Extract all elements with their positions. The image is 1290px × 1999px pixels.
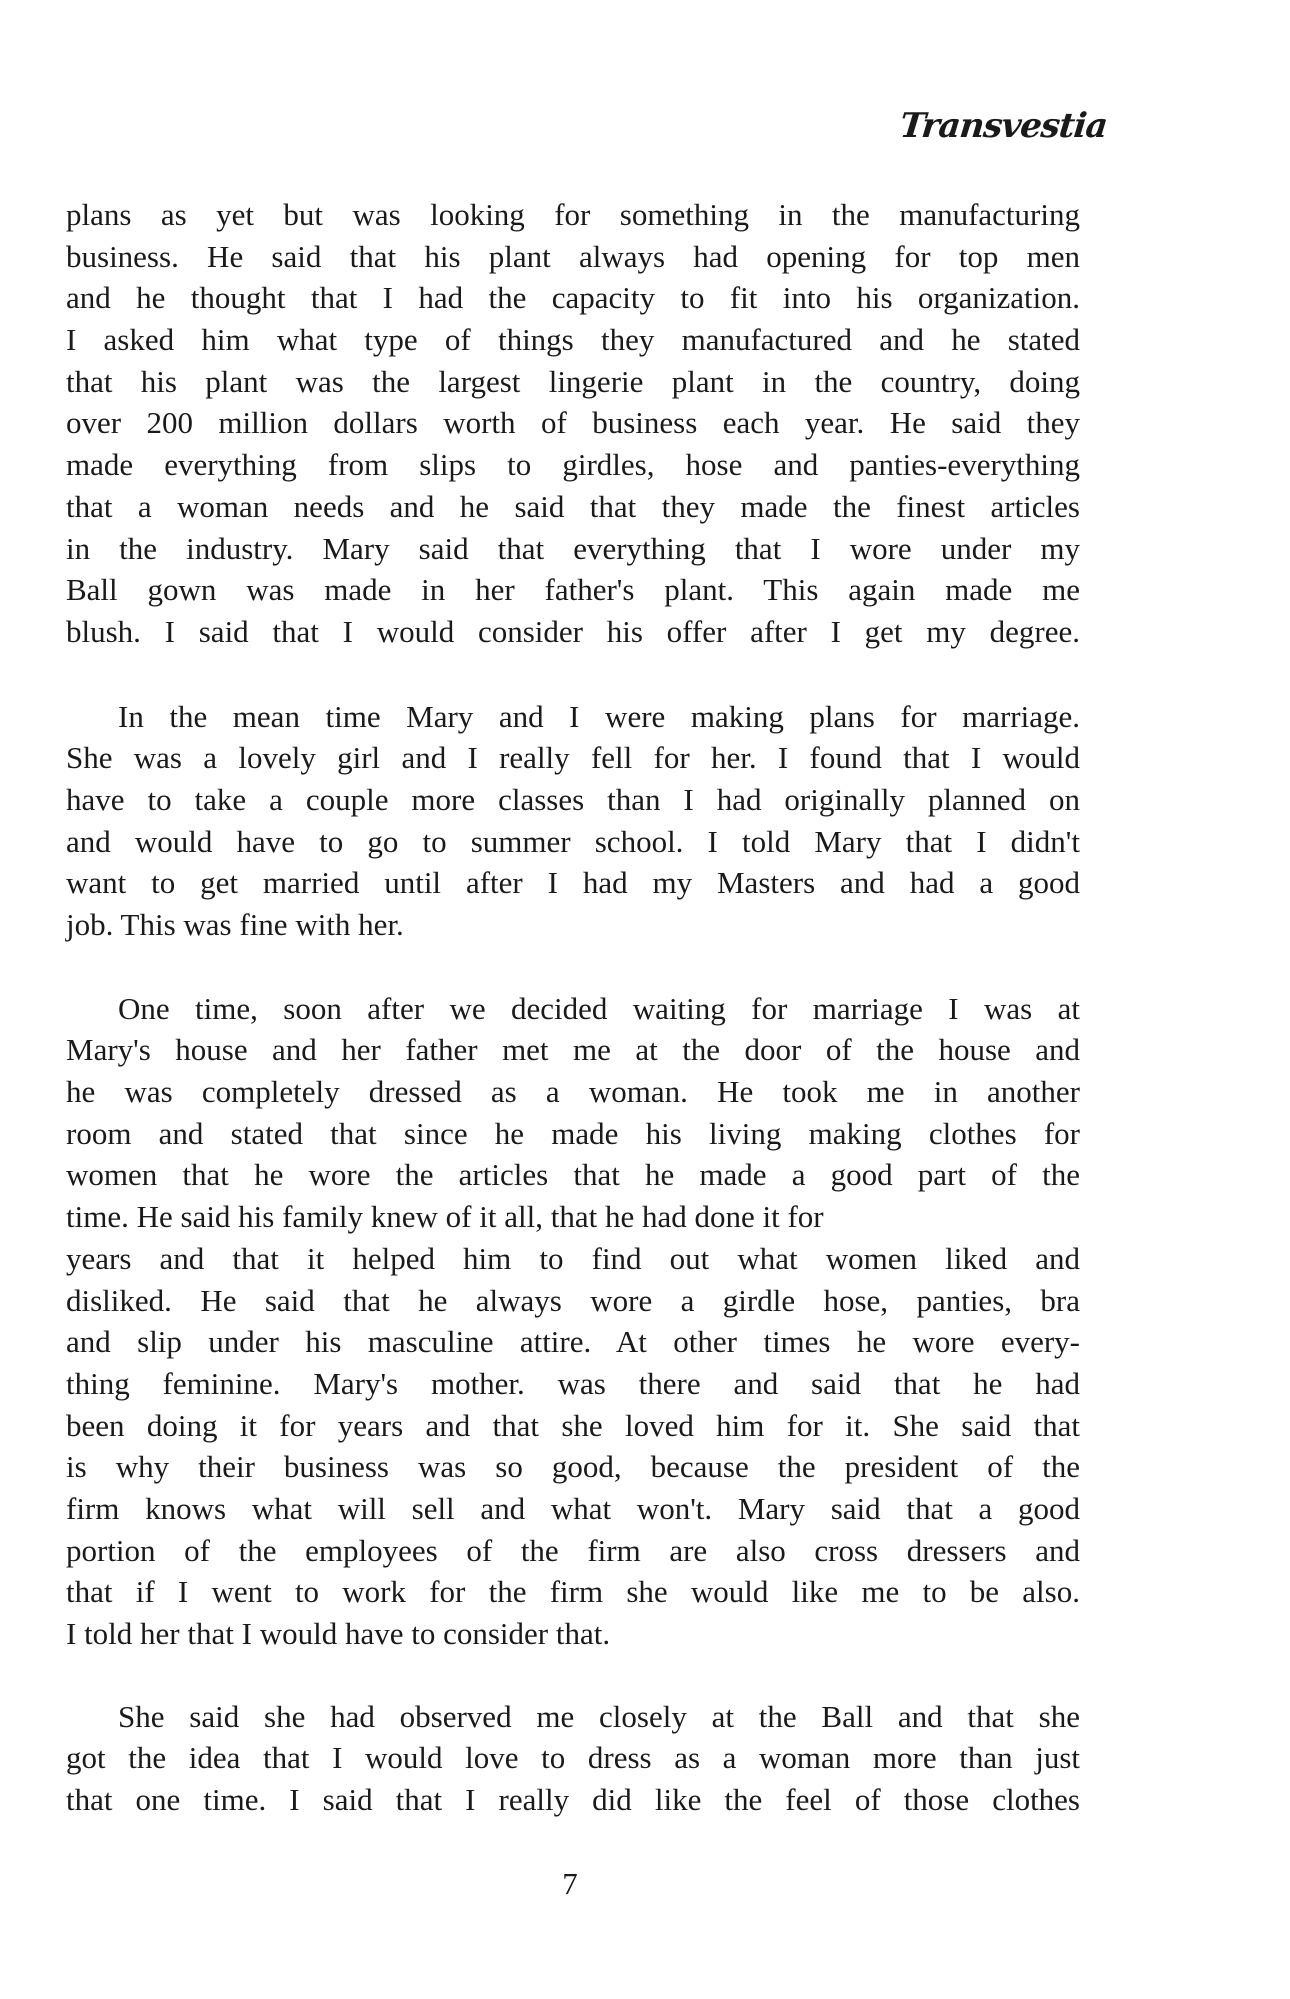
text-line: that if I went to work for the firm she would like me to be also. [66, 1574, 1080, 1610]
text-line: blush. I said that I would consider his offer after I get my degree. [66, 613, 1080, 649]
text-line: room and stated that since he made his living making clothes for [66, 1115, 1080, 1151]
text-line: over 200 million dollars worth of business each year. He said they [66, 405, 1080, 441]
text-line: is why their business was so good, because the president of the [66, 1449, 1080, 1485]
text-line: time. He said his family knew of it all, that he had done it for [66, 1199, 824, 1235]
text-line: disliked. He said that he always wore a girdle hose, panties, bra [66, 1282, 1080, 1318]
text-line: firm knows what will sell and what won't. Mary said that a good [66, 1490, 1080, 1526]
text-line: Mary's house and her father met me at the door of the house and [66, 1032, 1080, 1068]
text-line: that his plant was the largest lingerie plant in the country, doing [66, 363, 1080, 399]
paragraph [66, 1696, 1080, 1821]
text-line: She said she had observed me closely at the Ball and that she [118, 1698, 1080, 1734]
paragraph [66, 194, 1080, 653]
paragraph [66, 696, 1080, 946]
text-line: want to get married until after I had my Masters and had a good [66, 865, 1080, 901]
text-line: She was a lovely girl and I really fell for her. I found that I would [66, 740, 1080, 776]
text-line: thing feminine. Mary's mother. was there and said that he had [66, 1365, 1080, 1401]
text-line: Ball gown was made in her father's plant. This again made me [66, 572, 1080, 608]
text-line: and he thought that I had the capacity to fit into his organization. [66, 280, 1080, 316]
paragraph [66, 988, 1080, 1655]
page-number: 7 [562, 1866, 578, 1901]
text-line: I told her that I would have to consider that. [66, 1616, 611, 1651]
text-line: portion of the employees of the firm are also cross dressers and [66, 1532, 1080, 1568]
text-line: plans as yet but was looking for something in the manufacturing [66, 197, 1080, 232]
text-line: have to take a couple more classes than I had originally planned on [66, 781, 1080, 817]
text-line: business. He said that his plant always had opening for top men [66, 238, 1080, 274]
text-line: and slip under his masculine attire. At other times he wore every- [66, 1324, 1080, 1360]
text-line: been doing it for years and that she loved him for it. She said that [66, 1407, 1080, 1443]
text-line: that a woman needs and he said that they made the finest articles [66, 488, 1080, 524]
text-line: years and that it helped him to find out what women liked and [66, 1240, 1080, 1276]
text-line: One time, soon after we decided waiting for marriage I was at [118, 990, 1080, 1026]
text-line: women that he wore the articles that he made a good part of the [66, 1157, 1080, 1193]
text-line: made everything from slips to girdles, hose and panties-everything [66, 447, 1080, 483]
running-title: Transvestia [897, 106, 1109, 146]
text-line: got the idea that I would love to dress as a woman more than just [66, 1740, 1080, 1776]
text-line: and would have to go to summer school. I told Mary that I didn't [66, 823, 1080, 859]
text-line: In the mean time Mary and I were making plans for marriage. [118, 698, 1080, 734]
text-line: that one time. I said that I really did like the feel of those clothes [66, 1782, 1080, 1818]
text-line: job. This was fine with her. [66, 907, 404, 942]
text-line: in the industry. Mary said that everything that I wore under my [66, 530, 1080, 566]
text-line: I asked him what type of things they manufactured and he stated [66, 322, 1080, 358]
text-line: he was completely dressed as a woman. He took me in another [66, 1074, 1080, 1110]
page-body [66, 194, 1080, 1821]
